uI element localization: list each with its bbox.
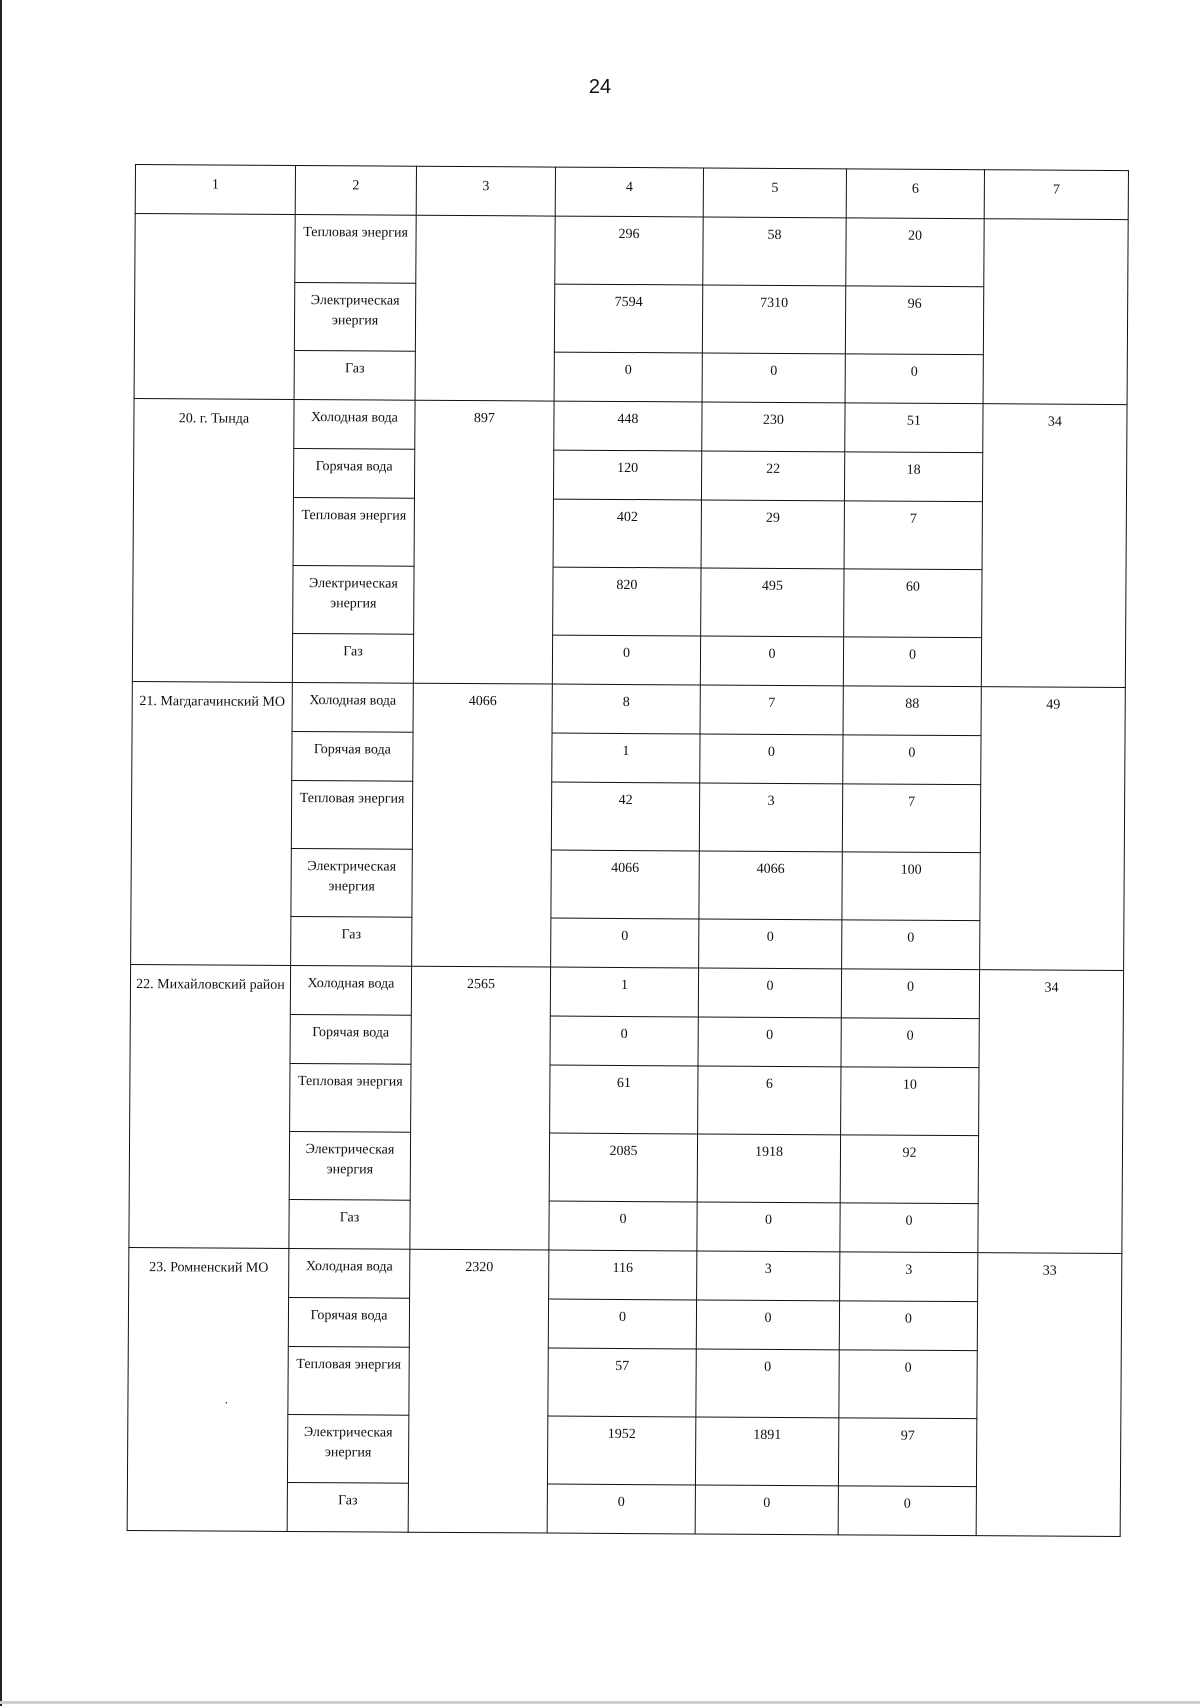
scan-speck: ˙ [224, 1400, 229, 1415]
region-cell: 21. Магдагачинский МО [131, 681, 293, 965]
region-cell-empty [134, 214, 295, 400]
value-cell: 97 [838, 1418, 976, 1487]
value-cell: 3 [697, 1251, 840, 1301]
resource-cell: Горячая вода [292, 731, 413, 781]
region-cell: 20. г. Тында [132, 398, 294, 682]
value-cell: 7 [844, 501, 982, 570]
total-cell-empty [415, 215, 555, 401]
header-cell: 5 [703, 168, 846, 218]
scan-bottom-edge [0, 1701, 1200, 1704]
value-cell: 51 [845, 403, 983, 453]
value-cell: 402 [553, 499, 701, 568]
resource-cell: Холодная вода [292, 682, 413, 732]
page-number: 24 [588, 76, 612, 98]
value-cell: 0 [547, 1484, 695, 1534]
value-cell: 0 [554, 352, 702, 402]
resource-cell: Тепловая энергия [291, 780, 412, 849]
value-cell: 0 [838, 1486, 976, 1536]
value-cell: 0 [841, 969, 979, 1019]
value-cell: 230 [702, 402, 845, 452]
value-cell: 1952 [547, 1416, 695, 1485]
value-cell: 29 [701, 500, 844, 569]
header-cell: 2 [295, 165, 416, 215]
value-cell: 0 [698, 968, 841, 1018]
resource-cell: Газ [294, 350, 415, 400]
resource-cell: Тепловая энергия [293, 497, 414, 566]
share-cell: 34 [978, 970, 1124, 1254]
value-cell: 0 [696, 1300, 839, 1350]
value-cell: 61 [550, 1065, 698, 1134]
value-cell: 0 [551, 918, 699, 968]
value-cell: 0 [842, 920, 980, 970]
value-cell: 3 [699, 783, 842, 852]
value-cell: 0 [841, 1018, 979, 1068]
value-cell: 58 [703, 217, 846, 286]
resource-cell: Холодная вода [290, 965, 411, 1015]
resource-cell: Электрическая энергия [293, 565, 414, 634]
value-cell: 0 [552, 635, 700, 685]
header-cell: 1 [135, 165, 295, 215]
value-cell: 296 [555, 216, 703, 285]
value-cell: 448 [554, 401, 702, 451]
value-cell: 495 [701, 568, 844, 637]
value-cell: 7310 [702, 285, 845, 354]
value-cell: 116 [549, 1250, 697, 1300]
table-row [129, 1247, 1122, 1302]
value-cell: 4066 [699, 851, 842, 920]
value-cell: 0 [839, 1350, 977, 1419]
value-cell: 0 [550, 1016, 698, 1066]
resource-cell: Горячая вода [293, 448, 414, 498]
share-cell-empty [983, 219, 1128, 405]
resource-cell: Электрическая энергия [291, 848, 412, 917]
value-cell: 120 [553, 450, 701, 500]
value-cell: 6 [698, 1066, 841, 1135]
value-cell: 0 [700, 636, 843, 686]
resource-cell: Горячая вода [290, 1014, 411, 1064]
value-cell: 88 [843, 686, 981, 736]
value-cell: 0 [548, 1299, 696, 1349]
value-cell: 96 [845, 286, 983, 355]
resource-cell: Газ [291, 916, 412, 966]
table-row [135, 214, 1128, 288]
table-row [130, 964, 1123, 1019]
header-row [135, 165, 1128, 220]
value-cell: 10 [841, 1067, 979, 1136]
value-cell: 0 [702, 353, 845, 403]
value-cell: 100 [842, 852, 980, 921]
resource-cell: Тепловая энергия [295, 214, 416, 283]
value-cell: 2085 [549, 1133, 697, 1202]
total-cell: 897 [413, 400, 554, 684]
value-cell: 42 [551, 782, 699, 851]
value-cell: 0 [698, 1017, 841, 1067]
data-table [127, 164, 1129, 1537]
resource-cell: Электрическая энергия [289, 1131, 410, 1200]
table-row [134, 398, 1127, 453]
value-cell: 1891 [695, 1417, 838, 1486]
value-cell: 4066 [551, 850, 699, 919]
value-cell: 7594 [554, 284, 702, 353]
header-cell: 7 [984, 170, 1128, 220]
total-cell: 2565 [410, 966, 551, 1250]
value-cell: 18 [844, 452, 982, 502]
resource-cell: Газ [289, 1199, 410, 1249]
resource-cell: Холодная вода [294, 399, 415, 449]
value-cell: 7 [842, 784, 980, 853]
value-cell: 1918 [697, 1134, 840, 1203]
value-cell: 0 [549, 1201, 697, 1251]
header-cell: 4 [555, 167, 703, 217]
share-cell: 34 [981, 404, 1127, 688]
value-cell: 8 [552, 684, 700, 734]
region-cell: 22. Михайловский район [129, 964, 291, 1248]
table-row [132, 681, 1125, 736]
value-cell: 0 [695, 1485, 838, 1535]
value-cell: 1 [550, 967, 698, 1017]
value-cell: 60 [844, 569, 982, 638]
share-cell: 33 [976, 1253, 1122, 1537]
share-cell: 49 [980, 687, 1126, 971]
value-cell: 0 [843, 735, 981, 785]
resource-cell: Электрическая энергия [287, 1414, 408, 1483]
value-cell: 0 [699, 919, 842, 969]
resource-cell: Холодная вода [289, 1248, 410, 1298]
value-cell: 22 [701, 451, 844, 501]
value-cell: 820 [553, 567, 701, 636]
value-cell: 0 [839, 1301, 977, 1351]
header-cell: 3 [416, 166, 555, 216]
scan-edge [0, 0, 2, 1706]
resource-cell: Газ [287, 1482, 408, 1532]
value-cell: 3 [840, 1252, 978, 1302]
resource-cell: Горячая вода [288, 1297, 409, 1347]
value-cell: 57 [548, 1348, 696, 1417]
value-cell: 7 [700, 685, 843, 735]
value-cell: 0 [696, 1349, 839, 1418]
region-cell: 23. Ромненский МО [127, 1247, 289, 1531]
total-cell: 2320 [408, 1249, 549, 1533]
value-cell: 1 [552, 733, 700, 783]
value-cell: 0 [697, 1202, 840, 1252]
total-cell: 4066 [412, 683, 553, 967]
header-cell: 6 [846, 169, 984, 219]
value-cell: 0 [700, 734, 843, 784]
value-cell: 0 [843, 637, 981, 687]
value-cell: 92 [840, 1135, 978, 1204]
resource-cell: Тепловая энергия [288, 1346, 409, 1415]
resource-cell: Электрическая энергия [294, 282, 415, 351]
value-cell: 0 [845, 354, 983, 404]
value-cell: 0 [840, 1203, 978, 1253]
value-cell: 20 [846, 218, 984, 287]
resource-cell: Газ [292, 633, 413, 683]
resource-cell: Тепловая энергия [290, 1063, 411, 1132]
